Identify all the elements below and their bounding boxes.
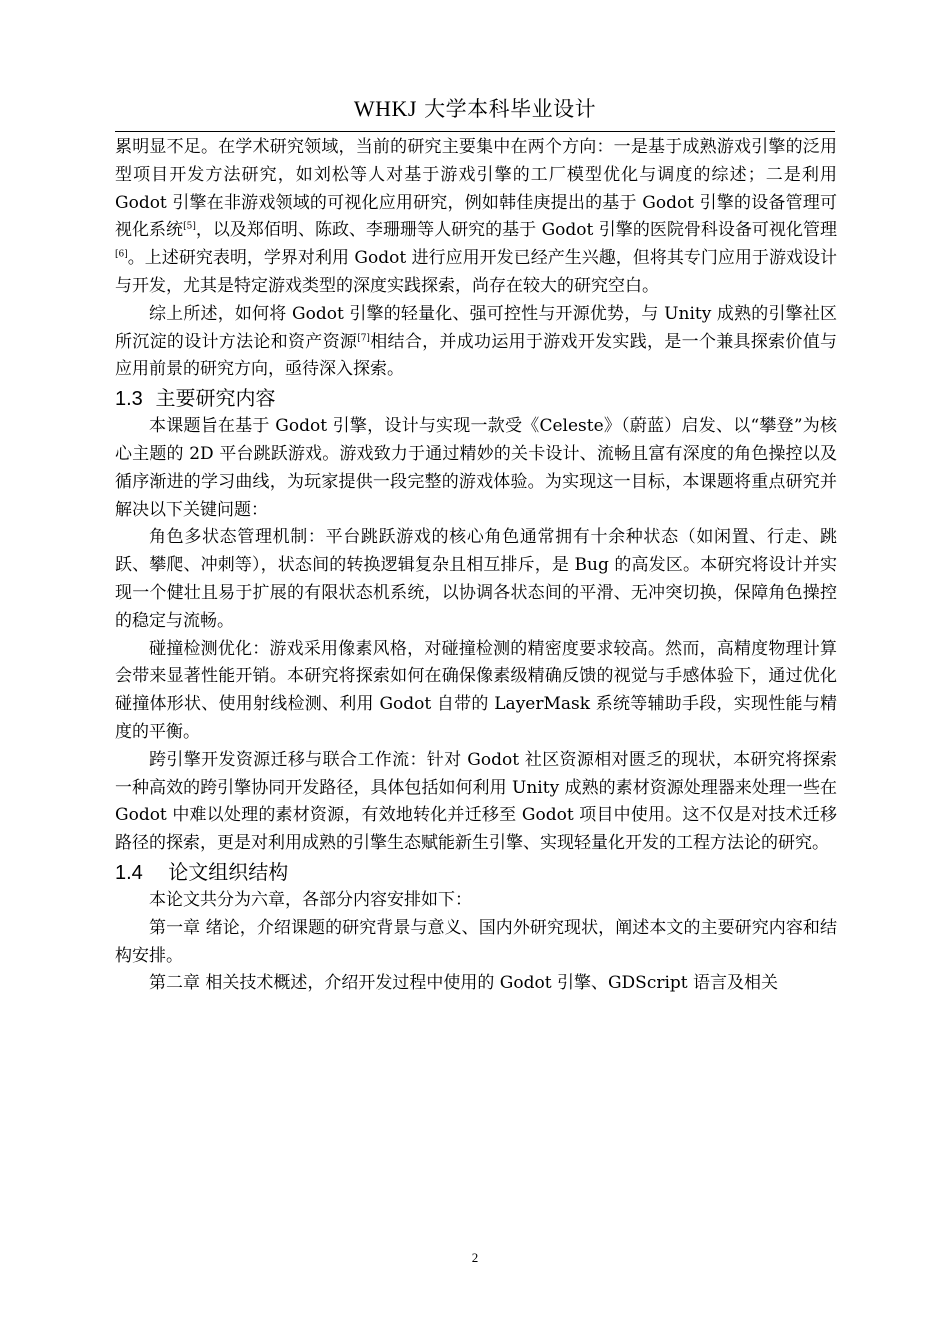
- section-title: 主要研究内容: [155, 386, 276, 411]
- header-title: 大学本科毕业设计: [424, 97, 597, 121]
- section-number: 1.3: [115, 388, 143, 411]
- paragraph: 角色多状态管理机制：平台跳跃游戏的核心角色通常拥有十余种状态（如闲置、行走、跳跃、攀爬、冲刺等），状态间的转换逻辑复杂且相互排斥，是 Bug 的高发区。本研究将设计并实现一个健壮且易于扩展的有限状态机系统，以协调各状态间的平滑、无冲突切换，保障角色操控的稳定与流畅。: [115, 527, 837, 631]
- paragraph-text: 。上述研究表明，学界对利用 Godot 进行应用开发已经产生兴趣，但将其专门应用于游戏设计与开发，尤其是特定游戏类型的深度实践探索，尚存在较大的研究空白。: [115, 248, 837, 296]
- document-body: [115, 134, 837, 998]
- paragraph: 第二章 相关技术概述，介绍开发过程中使用的 Godot 引擎、GDScript 语言及相关: [149, 973, 779, 994]
- paragraph-summary: [115, 301, 837, 384]
- paragraph-continued: [115, 134, 837, 301]
- section-heading-1-3: [115, 384, 837, 413]
- paragraph: 本论文共分为六章，各部分内容安排如下：: [149, 889, 472, 910]
- citation-ref[interactable]: [6]: [115, 249, 128, 260]
- section-number: 1.4: [115, 861, 143, 884]
- paragraph: 碰撞检测优化：游戏采用像素风格，对碰撞检测的精密度要求较高。然而，高精度物理计算会带来显著性能开销。本研究将探索如何在确保像素级精确反馈的视觉与手感体验下，通过优化碰撞体形状、使用射线检测、利用 Godot 自带的 LayerMask 系统等辅助手段，实现性能与精度的平衡。: [115, 638, 837, 742]
- paragraph-text: 综上所述，如何将 Godot 引擎的轻量化、强可控性与开源优势，与 Unity 成熟的引擎社区所沉淀的设计方法论和资产资源: [115, 303, 837, 352]
- section-heading-1-4: [115, 858, 837, 887]
- citation-ref[interactable]: [7]: [357, 332, 370, 343]
- paragraph: 本课题旨在基于 Godot 引擎，设计与实现一款受《Celeste》（蔚蓝）启发、以“攀登”为核心主题的 2D 平台跳跃游戏。游戏致力于通过精妙的关卡设计、流畅且富有深度的角色操控以及循序渐进的学习曲线，为玩家提供一段完整的游戏体验。为实现这一目标，本课题将重点研究并解决以下关键问题：: [115, 416, 837, 520]
- page-header: [115, 92, 835, 132]
- paragraph: 第一章 绪论，介绍课题的研究背景与意义、国内外研究现状，阐述本文的主要研究内容和结构安排。: [115, 917, 837, 966]
- header-latin-text: WHKJ: [353, 96, 417, 121]
- citation-ref[interactable]: [5]: [183, 221, 196, 232]
- section-title: 论文组织结构: [168, 859, 289, 884]
- paragraph-text: 累明显不足。在学术研究领域，当前的研究主要集中在两个方向：一是基于成熟游戏引擎的泛用型项目开发方法研究，如刘松等人对基于游戏引擎的工厂模型优化与调度的综述；二是利用 Godot 引擎在非游戏领域的可视化应用研究，例如韩佳庚提出的基于 Godot 引擎的设备管理可视化系统: [115, 137, 837, 241]
- paragraph-text: ，以及郑佰明、陈政、李珊珊等人研究的基于 Godot 引擎的医院骨科设备可视化管理: [195, 220, 838, 241]
- page-number: 2: [471, 1250, 479, 1265]
- paragraph: 跨引擎开发资源迁移与联合工作流：针对 Godot 社区资源相对匮乏的现状，本研究将探索一种高效的跨引擎协同开发路径，具体包括如何利用 Unity 成熟的素材资源处理器来处理一些在 Godot 中难以处理的素材资源，有效地转化并迁移至 Godot 项目中使用。这不仅是对技术迁移路径的探索，更是对利用成熟的引擎生态赋能新生引擎、实现轻量化开发的工程方法论的研究。: [115, 749, 837, 854]
- paragraph-text: 相结合，并成功运用于游戏开发实践，是一个兼具探索价值与应用前景的研究方向，亟待深入探索。: [115, 331, 838, 380]
